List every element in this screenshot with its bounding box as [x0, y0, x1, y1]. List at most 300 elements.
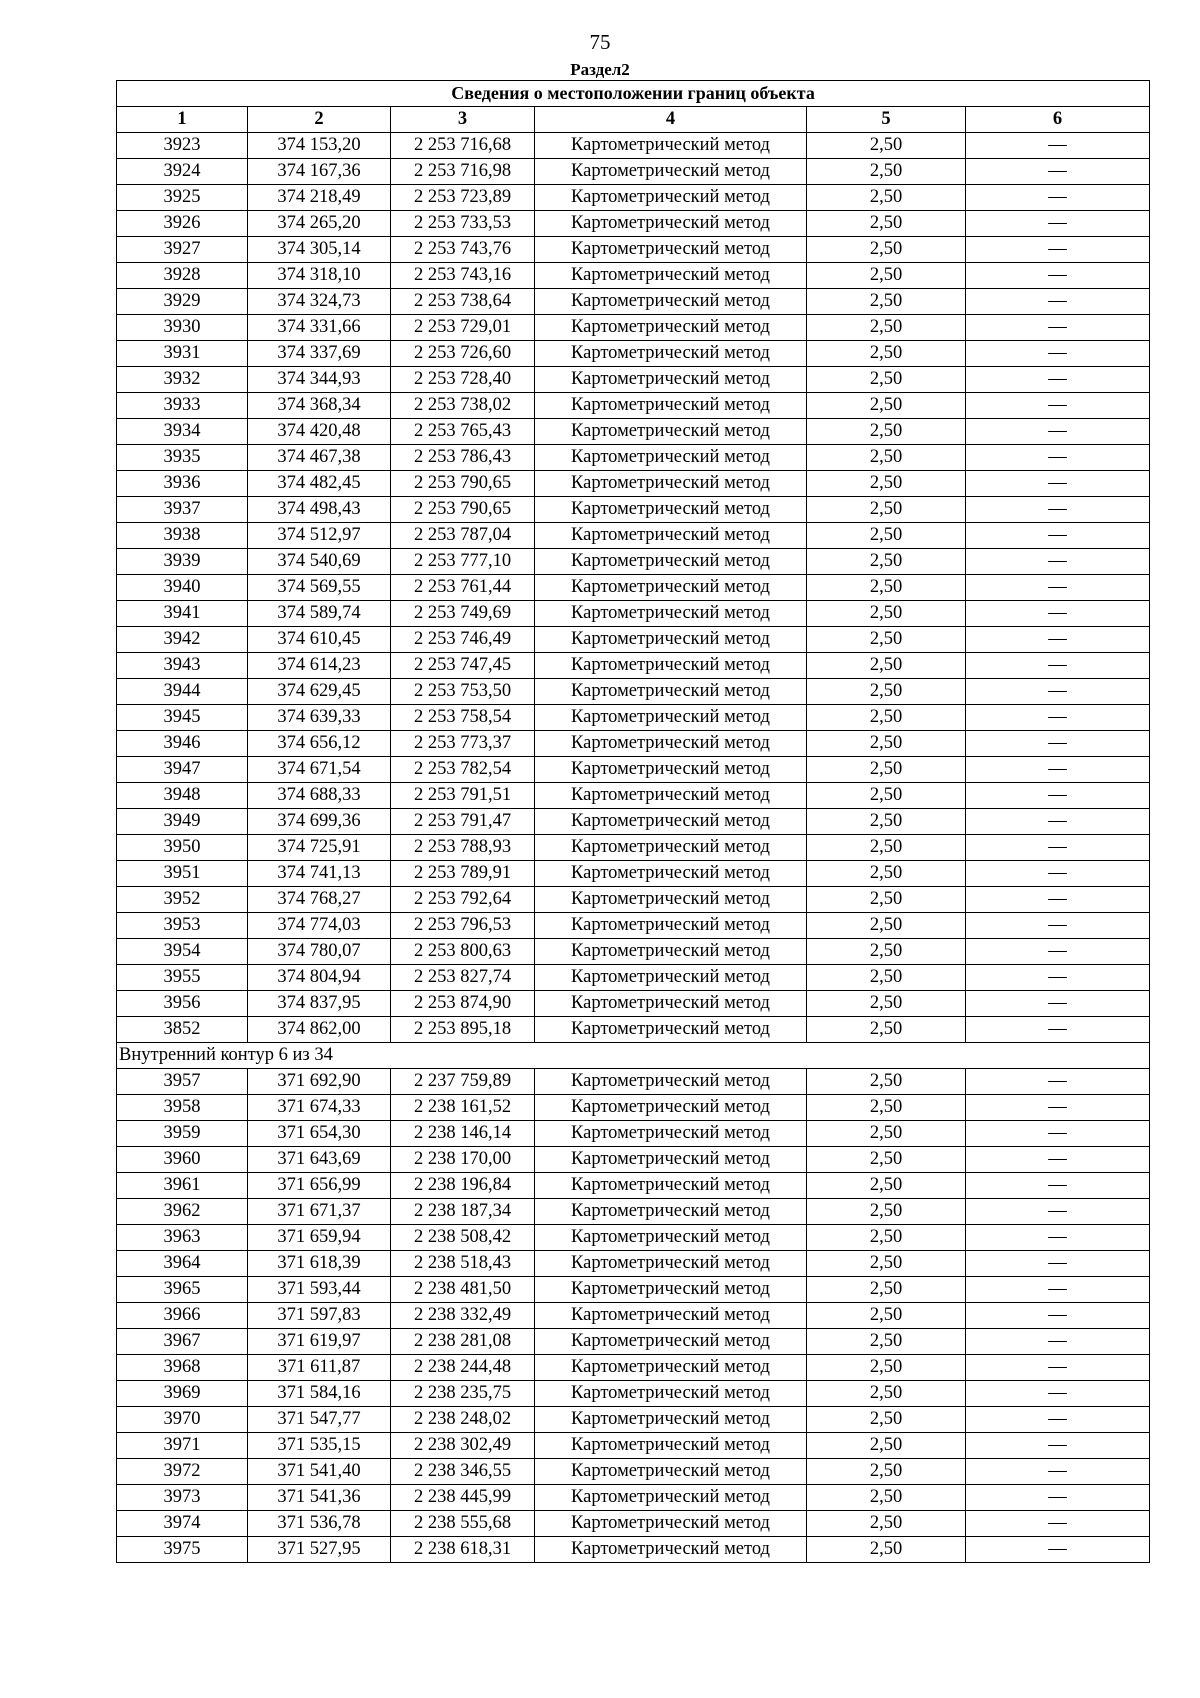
- contour-row: [117, 1043, 1150, 1069]
- method-cell: Картометрический метод: [535, 1329, 807, 1355]
- y-coordinate-cell: 2 253 747,45: [391, 653, 535, 679]
- x-coordinate-cell: 374 725,91: [248, 835, 391, 861]
- method-cell: Картометрический метод: [535, 289, 807, 315]
- description-cell: —: [966, 679, 1150, 705]
- point-number-cell: 3940: [117, 575, 248, 601]
- table-row: [117, 1407, 1150, 1433]
- y-coordinate-cell: 2 238 146,14: [391, 1121, 535, 1147]
- x-coordinate-cell: 371 692,90: [248, 1069, 391, 1095]
- accuracy-cell: 2,50: [807, 419, 966, 445]
- column-header: 6: [966, 107, 1150, 133]
- description-cell: —: [966, 133, 1150, 159]
- y-coordinate-cell: 2 238 346,55: [391, 1459, 535, 1485]
- point-number-cell: 3956: [117, 991, 248, 1017]
- accuracy-cell: 2,50: [807, 913, 966, 939]
- point-number-cell: 3930: [117, 315, 248, 341]
- description-cell: —: [966, 1537, 1150, 1563]
- accuracy-cell: 2,50: [807, 861, 966, 887]
- accuracy-cell: 2,50: [807, 1017, 966, 1043]
- y-coordinate-cell: 2 253 728,40: [391, 367, 535, 393]
- table-row: [117, 1147, 1150, 1173]
- description-cell: —: [966, 419, 1150, 445]
- x-coordinate-cell: 371 618,39: [248, 1251, 391, 1277]
- description-cell: —: [966, 1277, 1150, 1303]
- table-row: [117, 159, 1150, 185]
- y-coordinate-cell: 2 253 827,74: [391, 965, 535, 991]
- table-row: [117, 211, 1150, 237]
- description-cell: —: [966, 1173, 1150, 1199]
- y-coordinate-cell: 2 253 792,64: [391, 887, 535, 913]
- x-coordinate-cell: 374 656,12: [248, 731, 391, 757]
- accuracy-cell: 2,50: [807, 367, 966, 393]
- table-row: [117, 1017, 1150, 1043]
- table-row: [117, 835, 1150, 861]
- method-cell: Картометрический метод: [535, 159, 807, 185]
- x-coordinate-cell: 374 774,03: [248, 913, 391, 939]
- column-header: 2: [248, 107, 391, 133]
- description-cell: —: [966, 1355, 1150, 1381]
- method-cell: Картометрический метод: [535, 1277, 807, 1303]
- x-coordinate-cell: 371 619,97: [248, 1329, 391, 1355]
- accuracy-cell: 2,50: [807, 1095, 966, 1121]
- point-number-cell: 3969: [117, 1381, 248, 1407]
- description-cell: —: [966, 1329, 1150, 1355]
- description-cell: —: [966, 861, 1150, 887]
- method-cell: Картометрический метод: [535, 965, 807, 991]
- method-cell: Картометрический метод: [535, 1303, 807, 1329]
- y-coordinate-cell: 2 238 235,75: [391, 1381, 535, 1407]
- point-number-cell: 3929: [117, 289, 248, 315]
- point-number-cell: 3948: [117, 783, 248, 809]
- y-coordinate-cell: 2 253 791,47: [391, 809, 535, 835]
- method-cell: Картометрический метод: [535, 757, 807, 783]
- x-coordinate-cell: 374 699,36: [248, 809, 391, 835]
- x-coordinate-cell: 374 768,27: [248, 887, 391, 913]
- accuracy-cell: 2,50: [807, 1511, 966, 1537]
- accuracy-cell: 2,50: [807, 1199, 966, 1225]
- description-cell: —: [966, 1095, 1150, 1121]
- table-row: [117, 1329, 1150, 1355]
- table-row: [117, 315, 1150, 341]
- method-cell: Картометрический метод: [535, 237, 807, 263]
- point-number-cell: 3963: [117, 1225, 248, 1251]
- y-coordinate-cell: 2 238 248,02: [391, 1407, 535, 1433]
- table-row: [117, 783, 1150, 809]
- description-cell: —: [966, 211, 1150, 237]
- accuracy-cell: 2,50: [807, 887, 966, 913]
- y-coordinate-cell: 2 253 790,65: [391, 471, 535, 497]
- description-cell: —: [966, 523, 1150, 549]
- point-number-cell: 3958: [117, 1095, 248, 1121]
- description-cell: —: [966, 1433, 1150, 1459]
- table-row: [117, 1537, 1150, 1563]
- table-row: [117, 1381, 1150, 1407]
- x-coordinate-cell: 374 780,07: [248, 939, 391, 965]
- y-coordinate-cell: 2 253 726,60: [391, 341, 535, 367]
- accuracy-cell: 2,50: [807, 809, 966, 835]
- x-coordinate-cell: 374 512,97: [248, 523, 391, 549]
- table-row: [117, 939, 1150, 965]
- description-cell: —: [966, 1069, 1150, 1095]
- table-row: [117, 341, 1150, 367]
- accuracy-cell: 2,50: [807, 159, 966, 185]
- x-coordinate-cell: 374 153,20: [248, 133, 391, 159]
- description-cell: —: [966, 549, 1150, 575]
- point-number-cell: 3933: [117, 393, 248, 419]
- description-cell: —: [966, 315, 1150, 341]
- table-row: [117, 1121, 1150, 1147]
- point-number-cell: 3961: [117, 1173, 248, 1199]
- accuracy-cell: 2,50: [807, 939, 966, 965]
- accuracy-cell: 2,50: [807, 445, 966, 471]
- table-row: [117, 1355, 1150, 1381]
- y-coordinate-cell: 2 238 170,00: [391, 1147, 535, 1173]
- x-coordinate-cell: 374 420,48: [248, 419, 391, 445]
- accuracy-cell: 2,50: [807, 991, 966, 1017]
- accuracy-cell: 2,50: [807, 627, 966, 653]
- accuracy-cell: 2,50: [807, 965, 966, 991]
- accuracy-cell: 2,50: [807, 1277, 966, 1303]
- y-coordinate-cell: 2 238 161,52: [391, 1095, 535, 1121]
- x-coordinate-cell: 374 589,74: [248, 601, 391, 627]
- table-row: [117, 705, 1150, 731]
- table-row: [117, 471, 1150, 497]
- x-coordinate-cell: 374 629,45: [248, 679, 391, 705]
- x-coordinate-cell: 371 674,33: [248, 1095, 391, 1121]
- table-row: [117, 1095, 1150, 1121]
- point-number-cell: 3935: [117, 445, 248, 471]
- table-row: [117, 549, 1150, 575]
- x-coordinate-cell: 374 368,34: [248, 393, 391, 419]
- x-coordinate-cell: 374 862,00: [248, 1017, 391, 1043]
- method-cell: Картометрический метод: [535, 861, 807, 887]
- accuracy-cell: 2,50: [807, 315, 966, 341]
- y-coordinate-cell: 2 253 729,01: [391, 315, 535, 341]
- y-coordinate-cell: 2 253 782,54: [391, 757, 535, 783]
- accuracy-cell: 2,50: [807, 1459, 966, 1485]
- method-cell: Картометрический метод: [535, 1121, 807, 1147]
- accuracy-cell: 2,50: [807, 263, 966, 289]
- description-cell: —: [966, 1381, 1150, 1407]
- y-coordinate-cell: 2 238 244,48: [391, 1355, 535, 1381]
- accuracy-cell: 2,50: [807, 1355, 966, 1381]
- point-number-cell: 3931: [117, 341, 248, 367]
- y-coordinate-cell: 2 253 790,65: [391, 497, 535, 523]
- method-cell: Картометрический метод: [535, 731, 807, 757]
- y-coordinate-cell: 2 238 508,42: [391, 1225, 535, 1251]
- y-coordinate-cell: 2 238 481,50: [391, 1277, 535, 1303]
- point-number-cell: 3923: [117, 133, 248, 159]
- description-cell: —: [966, 159, 1150, 185]
- point-number-cell: 3936: [117, 471, 248, 497]
- point-number-cell: 3960: [117, 1147, 248, 1173]
- point-number-cell: 3968: [117, 1355, 248, 1381]
- method-cell: Картометрический метод: [535, 1069, 807, 1095]
- accuracy-cell: 2,50: [807, 1173, 966, 1199]
- method-cell: Картометрический метод: [535, 341, 807, 367]
- x-coordinate-cell: 374 337,69: [248, 341, 391, 367]
- description-cell: —: [966, 731, 1150, 757]
- table-row: [117, 913, 1150, 939]
- method-cell: Картометрический метод: [535, 1173, 807, 1199]
- point-number-cell: 3927: [117, 237, 248, 263]
- accuracy-cell: 2,50: [807, 393, 966, 419]
- method-cell: Картометрический метод: [535, 315, 807, 341]
- boundary-coordinates-table: [116, 80, 1150, 1563]
- x-coordinate-cell: 374 218,49: [248, 185, 391, 211]
- point-number-cell: 3966: [117, 1303, 248, 1329]
- x-coordinate-cell: 374 610,45: [248, 627, 391, 653]
- accuracy-cell: 2,50: [807, 1147, 966, 1173]
- y-coordinate-cell: 2 253 753,50: [391, 679, 535, 705]
- point-number-cell: 3924: [117, 159, 248, 185]
- column-header: 3: [391, 107, 535, 133]
- table-row: [117, 133, 1150, 159]
- point-number-cell: 3970: [117, 1407, 248, 1433]
- x-coordinate-cell: 374 569,55: [248, 575, 391, 601]
- accuracy-cell: 2,50: [807, 523, 966, 549]
- description-cell: —: [966, 965, 1150, 991]
- method-cell: Картометрический метод: [535, 1147, 807, 1173]
- accuracy-cell: 2,50: [807, 1121, 966, 1147]
- table-row: [117, 887, 1150, 913]
- method-cell: Картометрический метод: [535, 835, 807, 861]
- column-number-row: [117, 107, 1150, 133]
- y-coordinate-cell: 2 238 187,34: [391, 1199, 535, 1225]
- x-coordinate-cell: 371 654,30: [248, 1121, 391, 1147]
- x-coordinate-cell: 371 584,16: [248, 1381, 391, 1407]
- x-coordinate-cell: 374 482,45: [248, 471, 391, 497]
- accuracy-cell: 2,50: [807, 835, 966, 861]
- y-coordinate-cell: 2 253 895,18: [391, 1017, 535, 1043]
- y-coordinate-cell: 2 237 759,89: [391, 1069, 535, 1095]
- accuracy-cell: 2,50: [807, 1433, 966, 1459]
- x-coordinate-cell: 371 527,95: [248, 1537, 391, 1563]
- accuracy-cell: 2,50: [807, 575, 966, 601]
- method-cell: Картометрический метод: [535, 523, 807, 549]
- y-coordinate-cell: 2 253 788,93: [391, 835, 535, 861]
- method-cell: Картометрический метод: [535, 1251, 807, 1277]
- point-number-cell: 3943: [117, 653, 248, 679]
- description-cell: —: [966, 341, 1150, 367]
- contour-label: Внутренний контур 6 из 34: [117, 1043, 1150, 1069]
- column-header: 1: [117, 107, 248, 133]
- point-number-cell: 3973: [117, 1485, 248, 1511]
- description-cell: —: [966, 705, 1150, 731]
- x-coordinate-cell: 371 671,37: [248, 1199, 391, 1225]
- table-body: [117, 133, 1150, 1563]
- table-row: [117, 991, 1150, 1017]
- y-coordinate-cell: 2 253 716,68: [391, 133, 535, 159]
- y-coordinate-cell: 2 253 743,76: [391, 237, 535, 263]
- y-coordinate-cell: 2 253 789,91: [391, 861, 535, 887]
- point-number-cell: 3954: [117, 939, 248, 965]
- y-coordinate-cell: 2 253 786,43: [391, 445, 535, 471]
- point-number-cell: 3926: [117, 211, 248, 237]
- method-cell: Картометрический метод: [535, 627, 807, 653]
- description-cell: —: [966, 393, 1150, 419]
- table-row: [117, 1251, 1150, 1277]
- y-coordinate-cell: 2 238 281,08: [391, 1329, 535, 1355]
- x-coordinate-cell: 371 659,94: [248, 1225, 391, 1251]
- description-cell: —: [966, 445, 1150, 471]
- table-row: [117, 289, 1150, 315]
- description-cell: —: [966, 627, 1150, 653]
- x-coordinate-cell: 374 837,95: [248, 991, 391, 1017]
- description-cell: —: [966, 913, 1150, 939]
- method-cell: Картометрический метод: [535, 1511, 807, 1537]
- y-coordinate-cell: 2 253 791,51: [391, 783, 535, 809]
- description-cell: —: [966, 1485, 1150, 1511]
- point-number-cell: 3947: [117, 757, 248, 783]
- x-coordinate-cell: 371 536,78: [248, 1511, 391, 1537]
- y-coordinate-cell: 2 238 445,99: [391, 1485, 535, 1511]
- x-coordinate-cell: 374 305,14: [248, 237, 391, 263]
- column-header: 5: [807, 107, 966, 133]
- table-row: [117, 1199, 1150, 1225]
- accuracy-cell: 2,50: [807, 289, 966, 315]
- description-cell: —: [966, 1303, 1150, 1329]
- table-caption: Сведения о местоположении границ объекта: [117, 81, 1150, 107]
- accuracy-cell: 2,50: [807, 549, 966, 575]
- description-cell: —: [966, 1511, 1150, 1537]
- point-number-cell: 3957: [117, 1069, 248, 1095]
- point-number-cell: 3941: [117, 601, 248, 627]
- method-cell: Картометрический метод: [535, 445, 807, 471]
- method-cell: Картометрический метод: [535, 601, 807, 627]
- method-cell: Картометрический метод: [535, 549, 807, 575]
- y-coordinate-cell: 2 238 332,49: [391, 1303, 535, 1329]
- accuracy-cell: 2,50: [807, 783, 966, 809]
- description-cell: —: [966, 1407, 1150, 1433]
- page-number: 75: [589, 30, 611, 54]
- point-number-cell: 3925: [117, 185, 248, 211]
- point-number-cell: 3951: [117, 861, 248, 887]
- section-title: Раздел2: [570, 60, 630, 79]
- x-coordinate-cell: 371 643,69: [248, 1147, 391, 1173]
- description-cell: —: [966, 1121, 1150, 1147]
- x-coordinate-cell: 374 467,38: [248, 445, 391, 471]
- y-coordinate-cell: 2 253 761,44: [391, 575, 535, 601]
- table-row: [117, 1511, 1150, 1537]
- method-cell: Картометрический метод: [535, 1459, 807, 1485]
- accuracy-cell: 2,50: [807, 497, 966, 523]
- y-coordinate-cell: 2 253 758,54: [391, 705, 535, 731]
- point-number-cell: 3852: [117, 1017, 248, 1043]
- y-coordinate-cell: 2 238 555,68: [391, 1511, 535, 1537]
- y-coordinate-cell: 2 238 196,84: [391, 1173, 535, 1199]
- y-coordinate-cell: 2 238 302,49: [391, 1433, 535, 1459]
- point-number-cell: 3952: [117, 887, 248, 913]
- point-number-cell: 3945: [117, 705, 248, 731]
- method-cell: Картометрический метод: [535, 809, 807, 835]
- method-cell: Картометрический метод: [535, 783, 807, 809]
- description-cell: —: [966, 887, 1150, 913]
- table-row: [117, 445, 1150, 471]
- method-cell: Картометрический метод: [535, 1433, 807, 1459]
- table-row: [117, 263, 1150, 289]
- x-coordinate-cell: 374 167,36: [248, 159, 391, 185]
- point-number-cell: 3938: [117, 523, 248, 549]
- description-cell: —: [966, 263, 1150, 289]
- method-cell: Картометрический метод: [535, 211, 807, 237]
- accuracy-cell: 2,50: [807, 185, 966, 211]
- accuracy-cell: 2,50: [807, 211, 966, 237]
- y-coordinate-cell: 2 253 723,89: [391, 185, 535, 211]
- method-cell: Картометрический метод: [535, 1199, 807, 1225]
- x-coordinate-cell: 374 540,69: [248, 549, 391, 575]
- method-cell: Картометрический метод: [535, 1355, 807, 1381]
- description-cell: —: [966, 809, 1150, 835]
- method-cell: Картометрический метод: [535, 887, 807, 913]
- method-cell: Картометрический метод: [535, 575, 807, 601]
- accuracy-cell: 2,50: [807, 1485, 966, 1511]
- y-coordinate-cell: 2 253 800,63: [391, 939, 535, 965]
- accuracy-cell: 2,50: [807, 1329, 966, 1355]
- point-number-cell: 3975: [117, 1537, 248, 1563]
- y-coordinate-cell: 2 253 743,16: [391, 263, 535, 289]
- description-cell: —: [966, 497, 1150, 523]
- description-cell: —: [966, 289, 1150, 315]
- accuracy-cell: 2,50: [807, 1381, 966, 1407]
- y-coordinate-cell: 2 253 749,69: [391, 601, 535, 627]
- table-row: [117, 601, 1150, 627]
- point-number-cell: 3942: [117, 627, 248, 653]
- description-cell: —: [966, 835, 1150, 861]
- x-coordinate-cell: 371 593,44: [248, 1277, 391, 1303]
- table-row: [117, 1433, 1150, 1459]
- column-header: 4: [535, 107, 807, 133]
- accuracy-cell: 2,50: [807, 1537, 966, 1563]
- table-row: [117, 1303, 1150, 1329]
- y-coordinate-cell: 2 253 773,37: [391, 731, 535, 757]
- x-coordinate-cell: 371 597,83: [248, 1303, 391, 1329]
- method-cell: Картометрический метод: [535, 679, 807, 705]
- description-cell: —: [966, 237, 1150, 263]
- accuracy-cell: 2,50: [807, 471, 966, 497]
- point-number-cell: 3937: [117, 497, 248, 523]
- y-coordinate-cell: 2 238 618,31: [391, 1537, 535, 1563]
- x-coordinate-cell: 371 541,40: [248, 1459, 391, 1485]
- x-coordinate-cell: 371 535,15: [248, 1433, 391, 1459]
- table-row: [117, 1459, 1150, 1485]
- table-row: [117, 653, 1150, 679]
- table-row: [117, 393, 1150, 419]
- method-cell: Картометрический метод: [535, 1381, 807, 1407]
- table-row: [117, 419, 1150, 445]
- description-cell: —: [966, 653, 1150, 679]
- description-cell: —: [966, 575, 1150, 601]
- method-cell: Картометрический метод: [535, 263, 807, 289]
- x-coordinate-cell: 374 639,33: [248, 705, 391, 731]
- x-coordinate-cell: 374 344,93: [248, 367, 391, 393]
- table-row: [117, 185, 1150, 211]
- y-coordinate-cell: 2 253 796,53: [391, 913, 535, 939]
- point-number-cell: 3974: [117, 1511, 248, 1537]
- x-coordinate-cell: 374 741,13: [248, 861, 391, 887]
- table-caption-row: [117, 81, 1150, 107]
- table-row: [117, 497, 1150, 523]
- table-row: [117, 627, 1150, 653]
- accuracy-cell: 2,50: [807, 679, 966, 705]
- accuracy-cell: 2,50: [807, 133, 966, 159]
- method-cell: Картометрический метод: [535, 471, 807, 497]
- accuracy-cell: 2,50: [807, 757, 966, 783]
- method-cell: Картометрический метод: [535, 913, 807, 939]
- point-number-cell: 3950: [117, 835, 248, 861]
- description-cell: —: [966, 783, 1150, 809]
- y-coordinate-cell: 2 253 738,64: [391, 289, 535, 315]
